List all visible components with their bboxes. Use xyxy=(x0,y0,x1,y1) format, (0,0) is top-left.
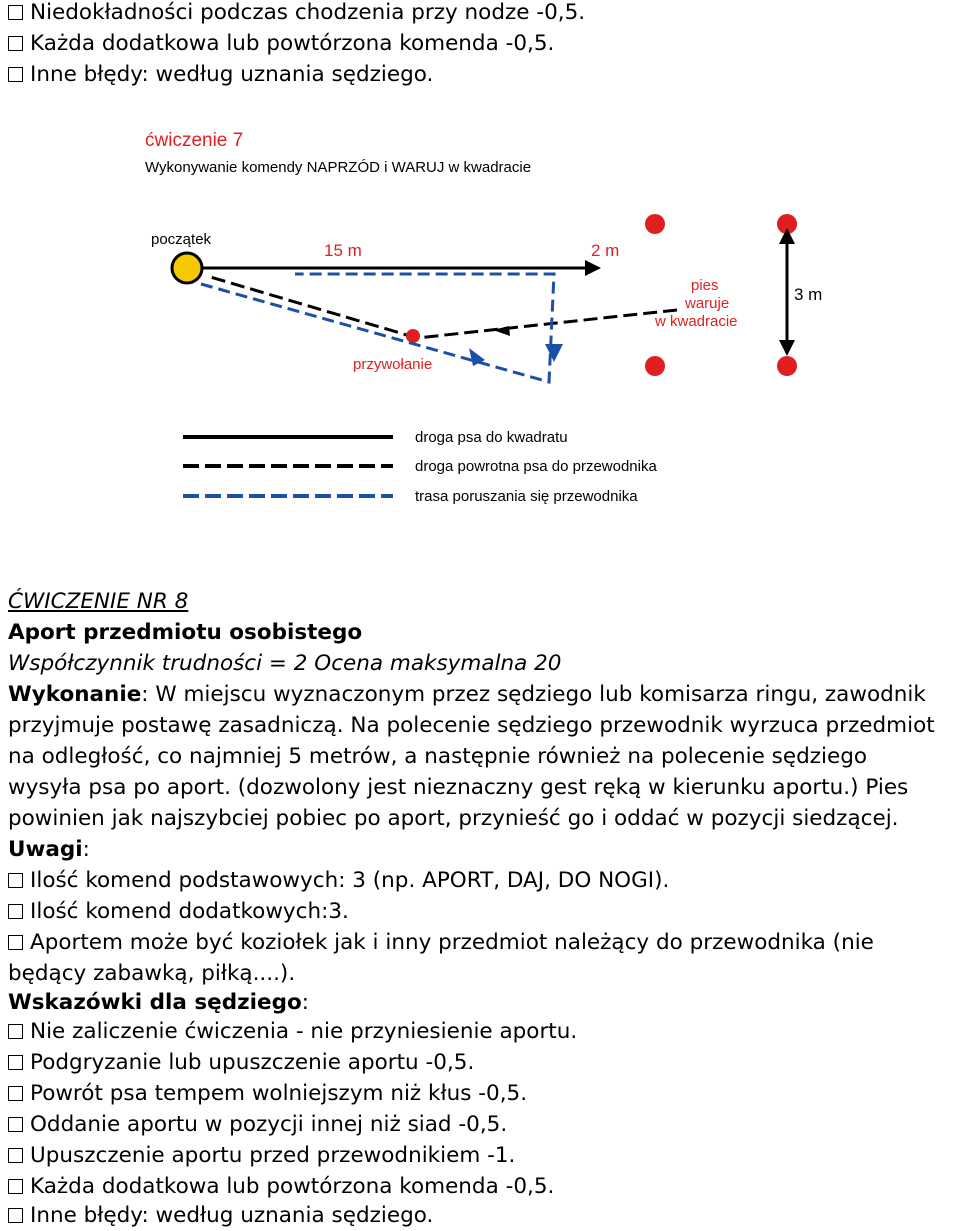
list-item: Oddanie aportu w pozycji innej niż siad -0,5. xyxy=(8,1109,507,1140)
list-item: Ilość komend dodatkowych:3. xyxy=(8,896,349,927)
checkbox-icon xyxy=(8,873,23,888)
legend-label: droga powrotna psa do przewodnika xyxy=(415,458,657,475)
section-heading: ĆWICZENIE NR 8 xyxy=(8,589,189,614)
checkbox-icon xyxy=(8,904,23,919)
list-item: Podgryzanie lub upuszczenie aportu -0,5. xyxy=(8,1047,474,1078)
list-item: Każda dodatkowa lub powtórzona komenda -0,5. xyxy=(8,28,554,59)
list-item: Inne błędy: według uznania sędziego. xyxy=(8,1200,433,1231)
start-label: początek xyxy=(151,231,212,248)
execution-line: przyjmuje postawę zasadniczą. Na polecenie sędziego przewodnik wyrzuca przedmiot xyxy=(8,713,935,738)
list-item: Niedokładności podczas chodzenia przy nodze -0,5. xyxy=(8,0,585,28)
checkbox-icon xyxy=(8,1086,23,1101)
legend-label: trasa poruszania się przewodnika xyxy=(415,488,638,505)
exercise-diagram xyxy=(117,104,847,526)
execution-line: na odległość, co najmniej 5 metrów, a następnie również na polecenie sędziego xyxy=(8,744,868,769)
dog-label-1: pies xyxy=(691,277,719,294)
square-corner xyxy=(645,214,665,234)
checkbox-icon xyxy=(8,935,23,950)
checkbox-icon xyxy=(8,1117,23,1132)
notes-label: Uwagi xyxy=(8,837,83,862)
execution-line: powinien jak najszybciej pobiec po aport, przynieść go i oddać w pozycji siedzącej. xyxy=(8,806,899,831)
list-item: Każda dodatkowa lub powtórzona komenda -0,5. xyxy=(8,1171,554,1202)
checkbox-icon xyxy=(8,5,23,20)
dog-label-3: w kwadracie xyxy=(655,313,738,330)
exercise-name: Aport przedmiotu osobistego xyxy=(8,620,363,645)
list-item: Inne błędy: według uznania sędziego. xyxy=(8,59,433,90)
notes-heading: Uwagi: xyxy=(8,837,90,862)
list-item-continuation: będący zabawką, piłką....). xyxy=(8,961,296,986)
legend-label: droga psa do kwadratu xyxy=(415,429,568,446)
recall-label: przywołanie xyxy=(353,356,433,373)
checkbox-icon xyxy=(8,1148,23,1163)
list-item: Powrót psa tempem wolniejszym niż kłus -0,5. xyxy=(8,1078,527,1109)
checkbox-icon xyxy=(8,36,23,51)
execution-label: Wykonanie xyxy=(8,682,142,707)
distance-main-label: 15 m xyxy=(324,241,362,260)
execution-line: wysyła psa po aport. (dozwolony jest nieznaczny gest ręką w kierunku aportu.) Pies xyxy=(8,775,909,800)
execution-line: Wykonanie: W miejscu wyznaczonym przez sędziego lub komisarza ringu, zawodnik xyxy=(8,682,926,707)
judge-heading: Wskazówki dla sędziego: xyxy=(8,990,310,1015)
checkbox-icon xyxy=(8,1208,23,1223)
square-corner xyxy=(777,356,797,376)
dog-label-2: waruje xyxy=(685,295,730,312)
recall-point xyxy=(406,329,420,343)
difficulty-line: Współczynnik trudności = 2 Ocena maksymalna 20 xyxy=(8,651,562,676)
square-corner xyxy=(645,356,665,376)
distance-side-label: 3 m xyxy=(794,285,823,304)
diagram-subtitle: Wykonywanie komendy NAPRZÓD i WARUJ w kwadracie xyxy=(145,159,532,176)
checkbox-icon xyxy=(8,67,23,82)
judge-label: Wskazówki dla sędziego xyxy=(8,990,302,1015)
start-point xyxy=(172,253,202,283)
list-item: Aportem może być koziołek jak i inny przedmiot należący do przewodnika (nie xyxy=(8,927,874,958)
list-item: Nie zaliczenie ćwiczenia - nie przyniesienie aportu. xyxy=(8,1016,577,1047)
checkbox-icon xyxy=(8,1024,23,1039)
list-item: Ilość komend podstawowych: 3 (np. APORT, DAJ, DO NOGI). xyxy=(8,865,669,896)
distance-end-label: 2 m xyxy=(591,241,620,260)
list-item: Upuszczenie aportu przed przewodnikiem -1. xyxy=(8,1140,515,1171)
checkbox-icon xyxy=(8,1055,23,1070)
checkbox-icon xyxy=(8,1179,23,1194)
diagram-title: ćwiczenie 7 xyxy=(145,130,244,151)
